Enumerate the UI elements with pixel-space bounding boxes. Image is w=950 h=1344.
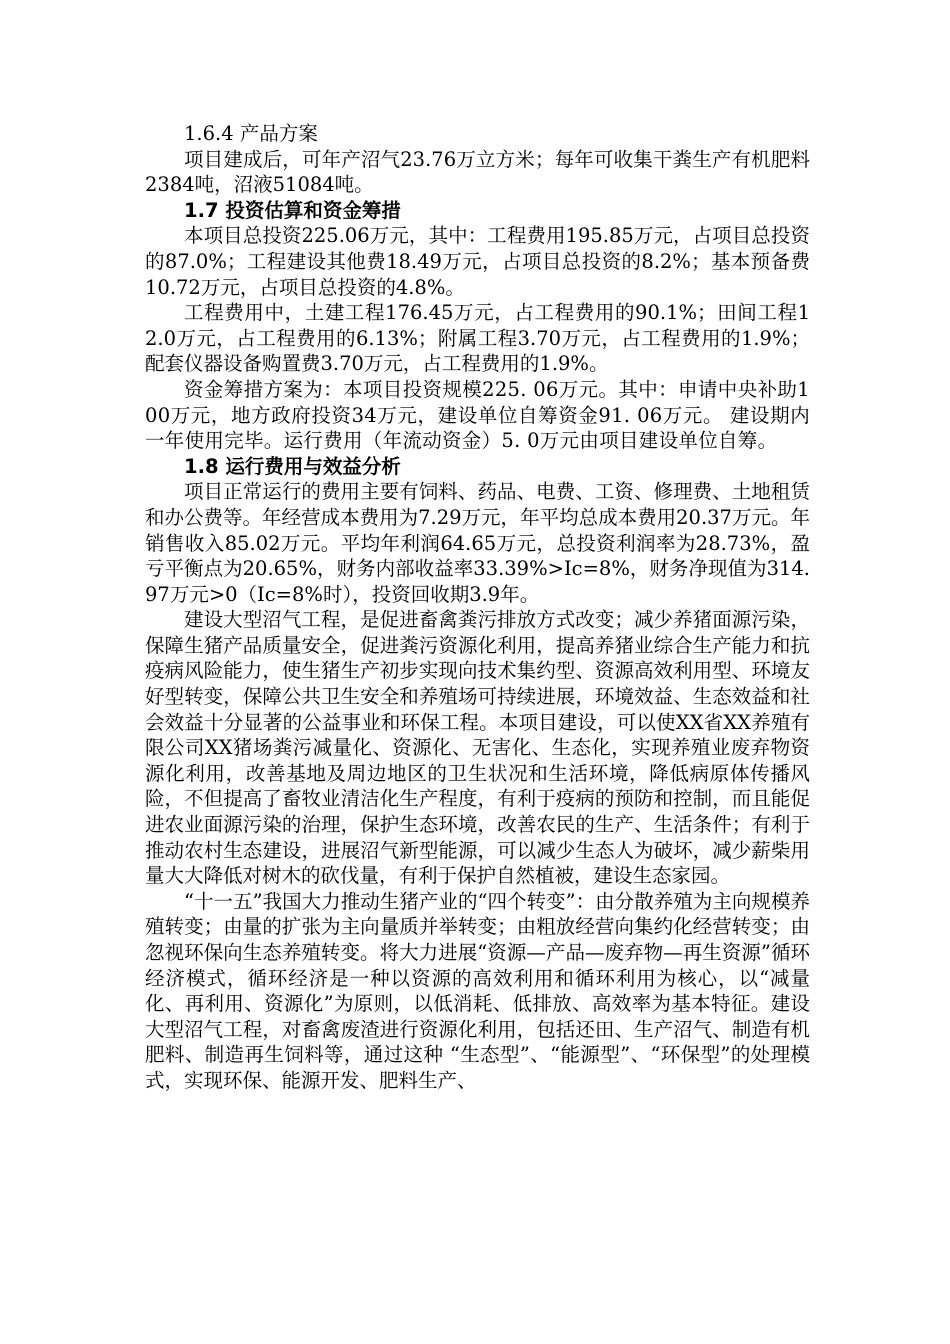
paragraph-total-investment: 本项目总投资225.06万元，其中：工程费用195.85万元，占项目总投资的87.0%；工程建设其他费18.49万元，占项目总投资的8.2%；基本预备费10.72万元，占项目总投资的4.8%。	[145, 224, 810, 299]
section-heading-product-plan: 1.6.4 产品方案	[184, 122, 318, 145]
paragraph-funding-plan: 资金筹措方案为：本项目投资规模225. 06万元。其中：申请中央补助100万元，地方政府投资34万元，建设单位自筹资金91. 06万元。 建设期内一年使用完毕。运行费用（年流动资金）5. 0万元由项目建设单位自筹。	[145, 377, 810, 453]
section-heading-investment: 1.7 投资估算和资金筹措	[184, 198, 401, 222]
paragraph-five-year-plan: “十一五”我国大力推动生猪产业的“四个转变”：由分散养殖为主向规模养殖转变；由量的扩张为主向量质并举转变；由粗放经营向集约化经营转变；由忽视环保向生态养殖转变。将大力进展“资源—产品—废弃物—再生资源”循环经济模式，循环经济是一种以资源的高效利用和循环利用为核心，以“减量化、再利用、资源化”为原则，以低消耗、低排放、高效率为基本特征。建设大型沼气工程，对畜禽废渣进行资源化利用，包括还田、生产沼气、制造有机肥料、制造再生饲料等，通过这种 “生态型”、“能源型”、“环保型”的处理模式，实现环保、能源开发、肥料生产、	[145, 889, 810, 1092]
paragraph-biogas-benefits: 建设大型沼气工程，是促进畜禽粪污排放方式改变；减少养猪面源污染，保障生猪产品质量安全，促进粪污资源化利用，提高养猪业综合生产能力和抗疫病风险能力，使生猪生产初步实现向技术集约型、资源高效利用型、环境友好型转变，保障公共卫生安全和养殖场可持续进展，环境效益、生态效益和社会效益十分显著的公益事业和环保工程。本项目建设，可以使XX省XX养殖有限公司XX猪场粪污减量化、资源化、无害化、生态化，实现养殖业废弃物资源化利用，改善基地及周边地区的卫生状况和生活环境，降低病原体传播风险，不但提高了畜牧业清洁化生产程度，有利于疫病的预防和控制，而且能促进农业面源污染的治理，保护生态环境，改善农民的生产、生活条件；有利于推动农村生态建设，进展沼气新型能源，可以减少生态人为破坏，减少薪柴用量大大降低对树木的砍伐量，有利于保护自然植被，建设生态家园。	[145, 608, 810, 888]
section-heading-operating-benefit: 1.8 运行费用与效益分析	[184, 454, 401, 478]
paragraph-operating-costs: 项目正常运行的费用主要有饲料、药品、电费、工资、修理费、土地租赁和办公费等。年经营成本费用为7.29万元，年平均总成本费用20.37万元。年销售收入85.02万元。平均年利润64.65万元，总投资利润率为28.73%，盈亏平衡点为20.65%，财务内部收益率33.39%>Ic=8%，财务净现值为314.97万元>0（Ic=8%时），投资回收期3.9年。	[145, 480, 810, 606]
paragraph-engineering-costs: 工程费用中，土建工程176.45万元，占工程费用的90.1%；田间工程12.0万元，占工程费用的6.13%；附属工程3.70万元，占工程费用的1.9%；配套仪器设备购置费3.70万元，占工程费用的1.9%。	[145, 301, 810, 376]
paragraph-product-plan: 项目建成后，可年产沼气23.76万立方米；每年可收集干粪生产有机肥料2384吨，沼液51084吨。	[145, 147, 810, 197]
document-page	[145, 121, 810, 1094]
